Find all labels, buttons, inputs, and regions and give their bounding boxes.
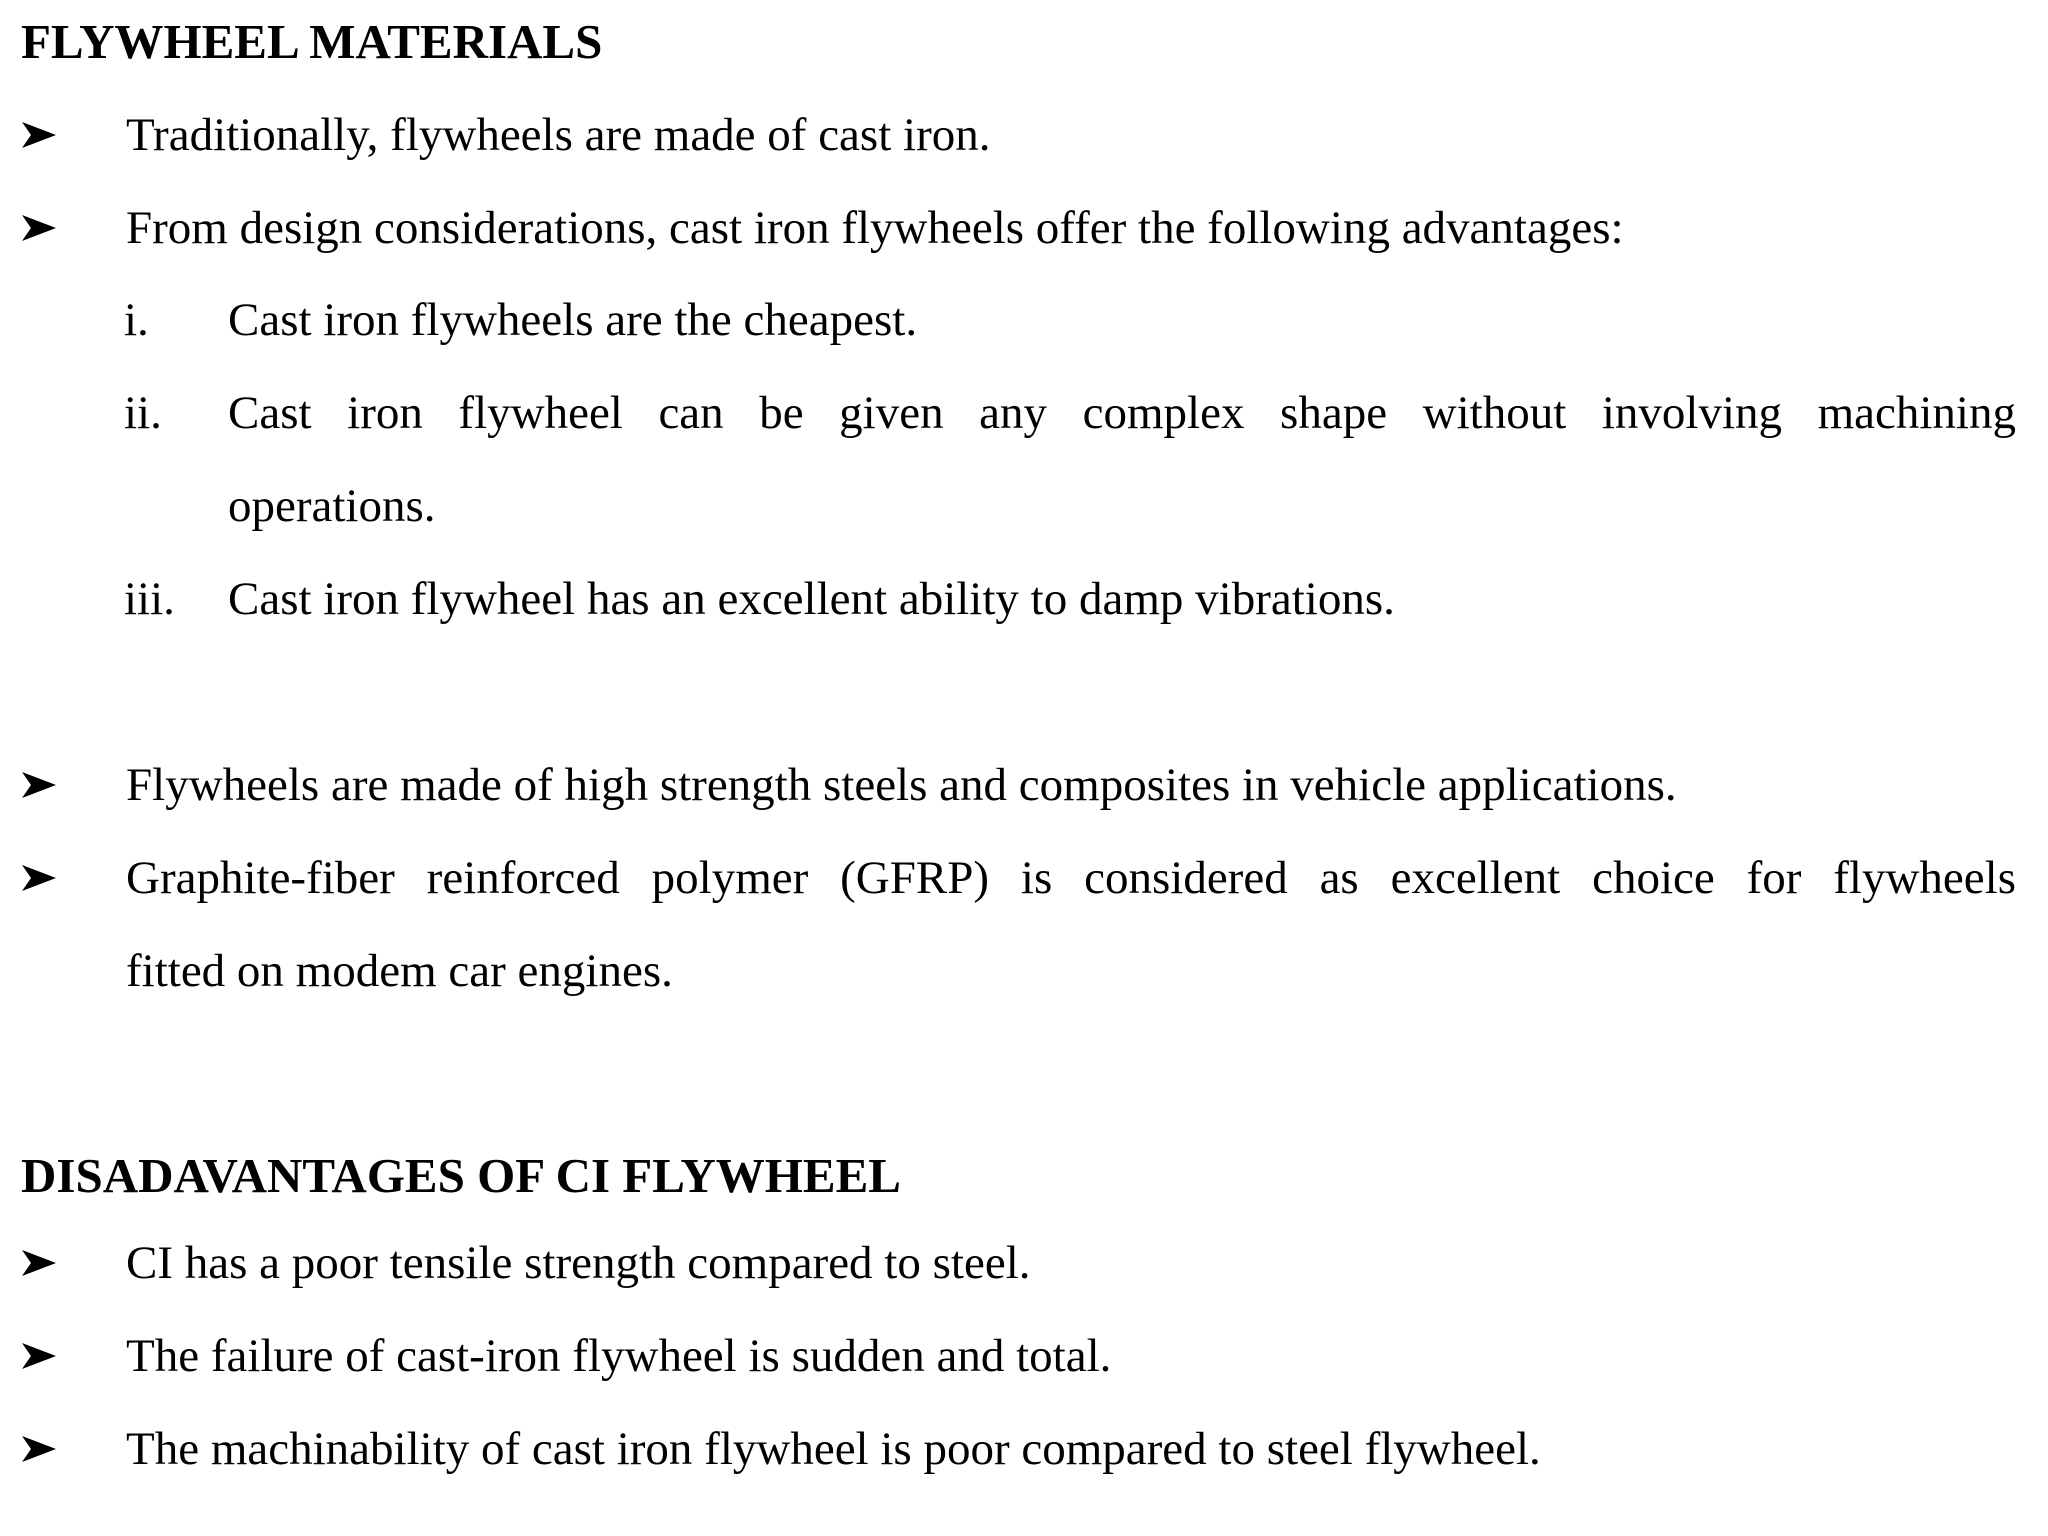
arrowhead-bullet-icon (22, 198, 62, 258)
arrowhead-bullet-icon (22, 1326, 62, 1386)
arrowhead-bullet-icon (22, 1233, 62, 1293)
section-heading-flywheel-materials: FLYWHEEL MATERIALS (21, 14, 603, 69)
arrowhead-bullet-icon (22, 1419, 62, 1479)
section-heading-disadvantages: DISADAVANTAGES OF CI FLYWHEEL (21, 1148, 901, 1203)
bullet-text-continued: fitted on modem car engines. (126, 945, 673, 997)
arrowhead-bullet-icon (22, 755, 62, 815)
arrowhead-bullet-icon (22, 105, 62, 165)
bullet-text: Flywheels are made of high strength steels and composites in vehicle applications. (126, 759, 1677, 811)
list-numeral: i. (124, 294, 149, 346)
list-numeral: ii. (124, 387, 162, 439)
bullet-text: From design considerations, cast iron flywheels offer the following advantages: (126, 202, 1624, 254)
bullet-text: The failure of cast-iron flywheel is sudden and total. (126, 1330, 1112, 1382)
advantage-text: Cast iron flywheel has an excellent ability to damp vibrations. (228, 573, 1395, 625)
advantage-text: Cast iron flywheels are the cheapest. (228, 294, 918, 346)
bullet-text: CI has a poor tensile strength compared to steel. (126, 1237, 1031, 1289)
list-numeral: iii. (124, 573, 175, 625)
bullet-text: The machinability of cast iron flywheel is poor compared to steel flywheel. (126, 1423, 1541, 1475)
advantage-text: Cast iron flywheel can be given any complex shape without involving machining (228, 387, 2016, 439)
bullet-text: Traditionally, flywheels are made of cast iron. (126, 109, 991, 161)
bullet-text: Graphite-fiber reinforced polymer (GFRP) is considered as excellent choice for flywheels (126, 852, 2016, 904)
advantage-text-continued: operations. (228, 480, 436, 532)
arrowhead-bullet-icon (22, 848, 62, 908)
